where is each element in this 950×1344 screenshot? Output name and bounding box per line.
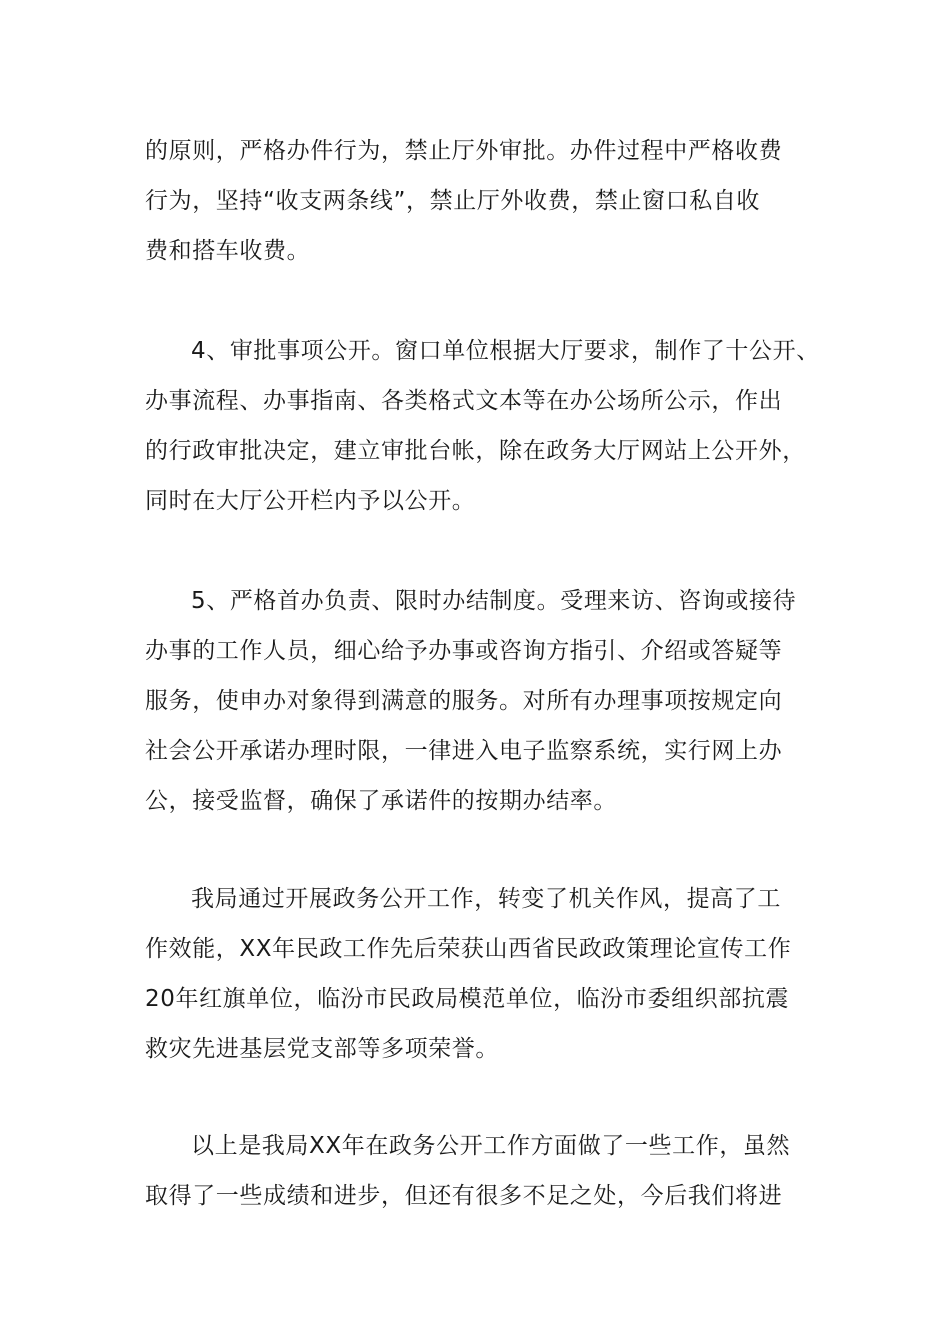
text-line: 4、审批事项公开。窗口单位根据大厅要求，制作了十公开、: [191, 338, 820, 364]
text-line: 的行政审批决定，建立审批台帐，除在政务大厅网站上公开外，: [145, 438, 806, 464]
paragraph-approval-disclosure: [145, 326, 820, 526]
text-line: 社会公开承诺办理时限，一律进入电子监察系统，实行网上办: [145, 738, 783, 764]
text-line: 20年红旗单位，临汾市民政局模范单位，临汾市委组织部抗震: [145, 986, 790, 1012]
text-line: 5、严格首办负责、限时办结制度。受理来访、咨询或接待: [191, 588, 797, 614]
text-line: 费和搭车收费。: [145, 238, 311, 264]
text-line: 行为，坚持“收支两条线”，禁止厅外收费，禁止窗口私自收: [145, 188, 761, 214]
text-line: 的原则，严格办件行为，禁止厅外审批。办件过程中严格收费: [145, 138, 783, 164]
text-line: 公，接受监督，确保了承诺件的按期办结率。: [145, 788, 617, 814]
text-line: 以上是我局XX年在政务公开工作方面做了一些工作，虽然: [191, 1133, 791, 1159]
text-line: 取得了一些成绩和进步，但还有很多不足之处，今后我们将进: [145, 1183, 783, 1209]
text-line: 救灾先进基层党支部等多项荣誉。: [145, 1036, 499, 1062]
text-line: 作效能，XX年民政工作先后荣获山西省民政政策理论宣传工作: [145, 936, 792, 962]
text-line: 服务，使申办对象得到满意的服务。对所有办理事项按规定向: [145, 688, 783, 714]
text-line: 办事的工作人员，细心给予办事或咨询方指引、介绍或答疑等: [145, 638, 783, 664]
paragraph-first-responsibility: [145, 576, 815, 826]
paragraph-achievements: [145, 874, 815, 1074]
paragraph-summary: [145, 1121, 815, 1221]
text-line: 办事流程、办事指南、各类格式文本等在办公场所公示，作出: [145, 388, 783, 414]
text-line: 我局通过开展政务公开工作，转变了机关作风，提高了工: [191, 886, 781, 912]
paragraph-fees-continued: [145, 126, 815, 276]
text-line: 同时在大厅公开栏内予以公开。: [145, 488, 476, 514]
